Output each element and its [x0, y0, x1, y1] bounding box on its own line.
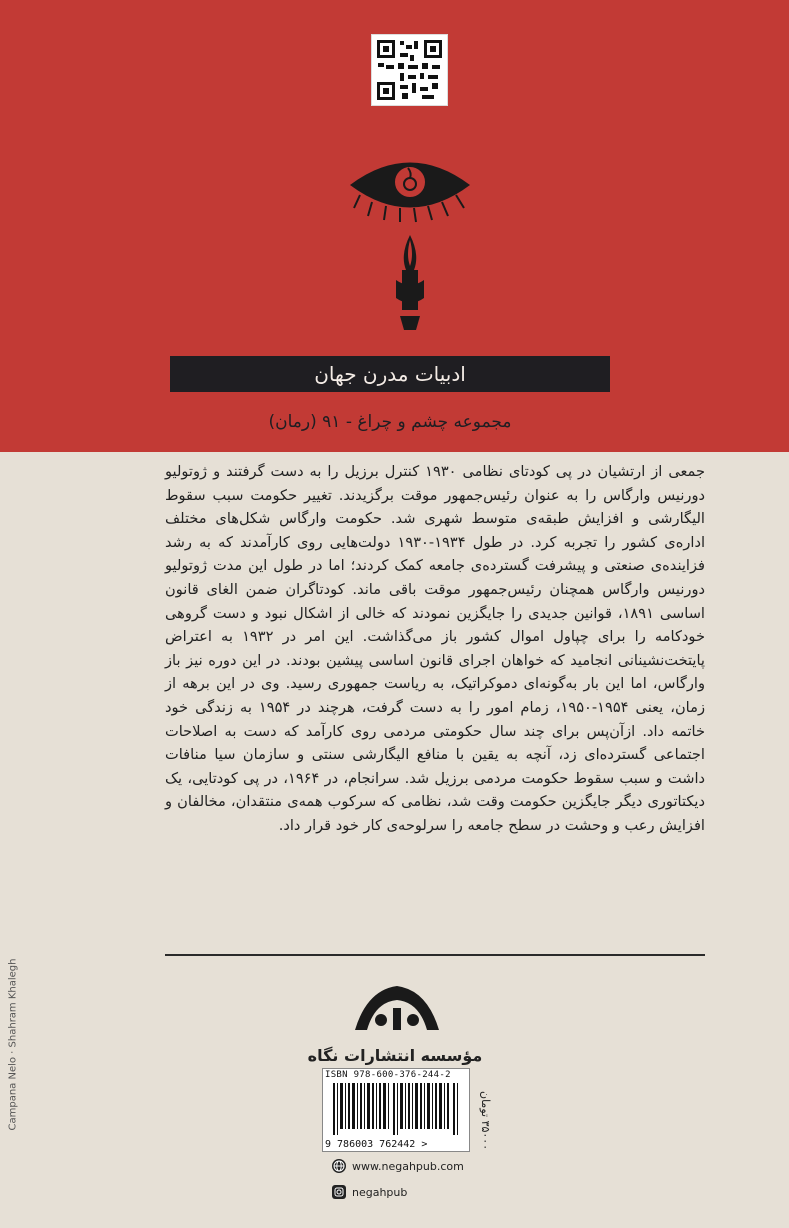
series-title: ادبیات مدرن جهان — [314, 362, 466, 386]
qr-code — [371, 34, 448, 106]
divider-rule — [165, 954, 705, 956]
back-cover-blurb: جمعی از ارتشیان در پی کودتای نظامی ۱۹۳۰ کنترل برزیل را به دست گرفتند و ژوتولیو دورنیس وارگاس را به عنوان رئیس‌جمهور موقت برگزیدند. تغییر حکومت سبب سقوط الیگارشی و افزایش طبقه‌ی متوسط شهری شد. حکومت وارگاس شکل‌های مختلف اداره‌ی کشور را تجربه کرد. در طول ۱۹۳۴-۱۹۳۰ دولت‌هایی روی کارآمدند که به رشد فزاینده‌ی صنعتی و پیشرفت گسترده‌ی جامعه کمک کردند؛ اما در طول این مدت ژوتولیو دورنیس وارگاس همچنان رئیس‌جمهور موقت باقی ماند. کودتاگران ضمن الغای قانون اساسی ۱۸۹۱، قوانین جدیدی را جایگزین نمودند که خالی از اشکال نبود و دست گروهی خودکامه را برای چپاول اموال کشور باز می‌گذاشت. این امر در ۱۹۳۲ به اعتراض پایتخت‌نشینانی انجامید که خواهان اجرای قانون اساسی پیشین بودند. در این دوره نیز باز وارگاس، اما این بار به‌گونه‌ای دموکراتیک، به ریاست جمهوری رسید. وی در این برهه از زمان، یعنی ۱۹۵۴-۱۹۵۰، زمام امور را به دست گرفت، هرچند در ۱۹۵۴ به زندگی خود خاتمه داد. ازآن‌پس برای چند سال حکومتی مردمی روی کارآمد که دست به اصلاحات اجتماعی گسترده‌ای زد، آنچه به یقین با منافع الیگارشی سنتی و سازمان سیا منافات داشت و سبب سقوط حکومت مردمی برزیل شد. سرانجام، در ۱۹۶۴، در پی کودتایی، یک دیکتاتوری دیگر جایگزین حکومت وقت شد، نظامی که سرکوب همه‌ی منتقدان، مخالفان و افزایش رعب و وحشت در سطح جامعه را سرلوحه‌ی کار خود قرار داد. — [165, 463, 706, 834]
price-label: ۳۵۰۰۰ تومان — [479, 1090, 492, 1150]
instagram-icon — [332, 1185, 346, 1199]
series-title-band — [170, 356, 610, 392]
isbn-barcode-box — [322, 1068, 470, 1152]
publisher-name: مؤسسه انتشارات نگاه — [307, 1046, 483, 1065]
spine-text: Campana Nelo · Shahram Khalegh — [7, 958, 19, 1131]
series-subtitle: مجموعه چشم و چراغ - ۹۱ (رمان) — [268, 412, 512, 432]
negah-logo — [347, 980, 447, 1038]
cover-top-red — [0, 0, 789, 452]
globe-icon — [332, 1159, 346, 1173]
isbn-label: ISBN 978-600-376-244-2 — [325, 1070, 451, 1080]
website-row — [332, 1159, 464, 1173]
website-url[interactable]: www.negahpub.com — [352, 1159, 464, 1173]
eye-torch-emblem — [340, 140, 480, 340]
barcode-digits: 9 786003 762442 > — [325, 1139, 428, 1150]
instagram-handle[interactable]: negahpub — [352, 1185, 408, 1199]
barcode — [333, 1083, 459, 1135]
instagram-row — [332, 1185, 407, 1199]
